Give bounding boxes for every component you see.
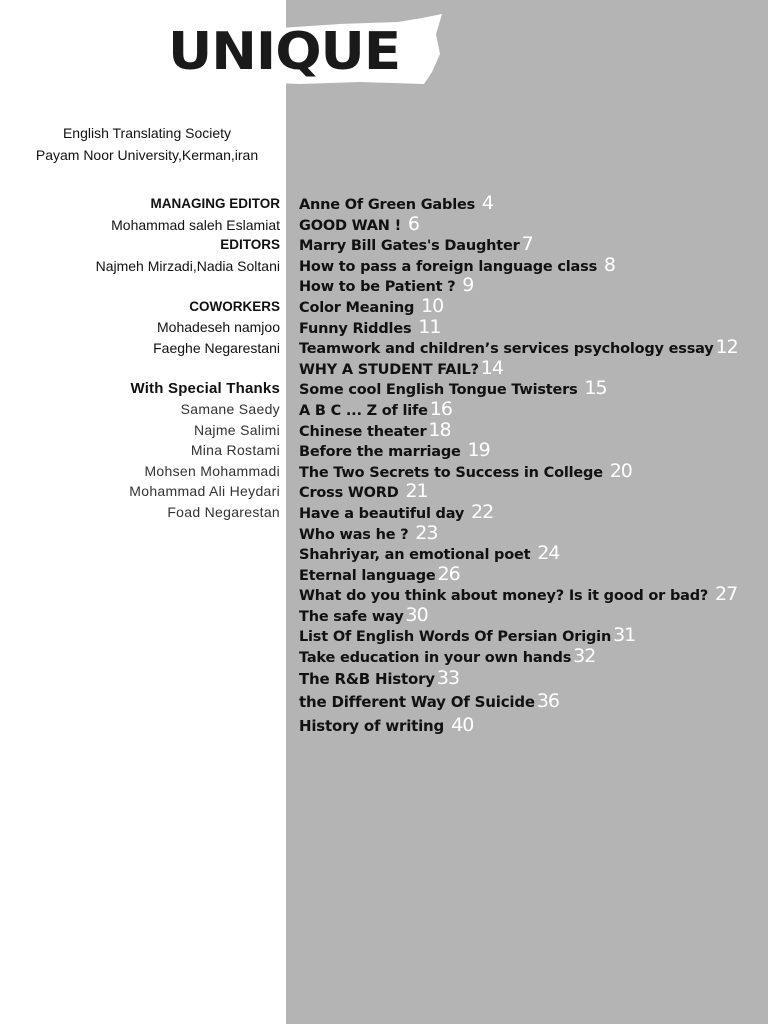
society-name: English Translating Society — [62, 125, 232, 141]
toc-item[interactable] — [299, 337, 765, 358]
toc-page-number: 30 — [405, 603, 428, 626]
special-thanks-label: With Special Thanks — [130, 379, 280, 397]
unique-logo — [160, 14, 445, 86]
thanks-name: Mohsen Mohammadi — [144, 462, 280, 479]
toc-item[interactable] — [299, 605, 765, 626]
toc-title: The safe way — [299, 608, 404, 625]
toc-page-number: 23 — [415, 521, 438, 544]
toc-page-number: 27 — [714, 583, 738, 606]
toc-page-number: 31 — [613, 624, 636, 647]
toc-page-number: 4 — [481, 192, 493, 214]
toc-page-number: 14 — [480, 356, 503, 379]
toc-item[interactable] — [299, 667, 765, 691]
toc-item[interactable] — [299, 584, 765, 605]
toc-title: GOOD WAN ! — [299, 217, 406, 234]
toc-item[interactable] — [299, 399, 765, 420]
toc-page-number: 20 — [609, 459, 632, 482]
toc-title: A B C ... Z of life — [299, 402, 428, 419]
managing-editor-label: MANAGING EDITOR — [150, 196, 280, 211]
toc-item[interactable] — [299, 214, 765, 235]
toc-item[interactable] — [299, 502, 765, 523]
table-of-contents — [299, 193, 765, 737]
toc-page-number: 11 — [418, 315, 441, 338]
toc-item[interactable] — [299, 481, 765, 502]
toc-item[interactable] — [299, 358, 765, 379]
toc-page-number: 36 — [536, 690, 560, 713]
toc-item[interactable] — [299, 420, 765, 441]
thanks-name: Najme Salimi — [193, 421, 280, 438]
toc-title: Chinese theater — [299, 423, 427, 440]
coworker-name: Mohadeseh namjoo — [157, 319, 280, 335]
toc-page-number: 22 — [470, 500, 494, 523]
toc-item[interactable] — [299, 296, 765, 317]
toc-title: What do you think about money? Is it good or bad? — [299, 588, 713, 605]
toc-title: The R&B History — [299, 669, 435, 688]
toc-page-number: 40 — [451, 713, 474, 736]
toc-item[interactable] — [299, 461, 765, 482]
toc-title: Marry Bill Gates's Daughter — [299, 238, 520, 255]
toc-item[interactable] — [299, 234, 765, 255]
toc-page-number: 33 — [436, 666, 460, 689]
toc-page-number: 19 — [467, 439, 490, 462]
thanks-name: Mohammad Ali Heydari — [129, 483, 280, 499]
toc-item[interactable] — [299, 193, 765, 214]
toc-title: Have a beautiful day — [299, 505, 469, 522]
toc-title: Anne Of Green Gables — [299, 197, 480, 213]
toc-item[interactable] — [299, 646, 765, 667]
toc-page-number: 26 — [437, 562, 460, 585]
thanks-name: Samane Saedy — [180, 401, 280, 417]
toc-page-number: 18 — [428, 418, 451, 441]
toc-page-number: 8 — [603, 253, 615, 276]
toc-title: The Two Secrets to Success in College — [299, 464, 608, 481]
logo-text: UNIQUE — [168, 22, 401, 82]
toc-title: How to pass a foreign language class — [299, 258, 602, 275]
toc-item[interactable] — [299, 564, 765, 585]
toc-item[interactable] — [299, 378, 765, 399]
thanks-name: Foad Negarestan — [167, 503, 280, 520]
toc-item[interactable] — [299, 317, 765, 338]
editors-label: EDITORS — [220, 237, 280, 252]
toc-page-number: 12 — [715, 336, 738, 359]
toc-title: List Of English Words Of Persian Origin — [299, 629, 612, 646]
editors-names: Najmeh Mirzadi,Nadia Soltani — [95, 257, 280, 274]
toc-title: History of writing — [299, 716, 450, 735]
coworker-name: Faeghe Negarestani — [153, 339, 280, 356]
toc-item[interactable] — [299, 690, 765, 714]
toc-item[interactable] — [299, 440, 765, 461]
toc-title: Teamwork and children’s services psychology essay — [299, 341, 714, 358]
toc-item[interactable] — [299, 523, 765, 544]
toc-page-number: 10 — [421, 294, 444, 317]
toc-title: Eternal language — [299, 567, 436, 584]
toc-item[interactable] — [299, 275, 765, 296]
toc-title: Shahriyar, an emotional poet — [299, 547, 536, 564]
toc-page-number: 9 — [462, 274, 474, 297]
toc-page-number: 16 — [429, 397, 452, 420]
toc-page-number: 21 — [405, 480, 428, 503]
toc-title: Before the marriage — [299, 444, 466, 461]
toc-item[interactable] — [299, 543, 765, 564]
society-block — [0, 122, 294, 166]
toc-title: WHY A STUDENT FAIL? — [299, 361, 479, 378]
university-name: Payam Noor University,Kerman,iran — [35, 147, 259, 163]
toc-item[interactable] — [299, 625, 765, 646]
thanks-name: Mina Rostami — [190, 442, 280, 458]
toc-title: Funny Riddles — [299, 320, 417, 337]
toc-page-number: 32 — [573, 645, 596, 668]
toc-title: Take education in your own hands — [299, 650, 572, 667]
toc-title: Cross WORD — [299, 485, 404, 502]
toc-page-number: 24 — [537, 542, 560, 565]
toc-title: the Different Way Of Suicide — [299, 693, 535, 712]
toc-title: Who was he ? — [299, 526, 414, 543]
coworkers-label: COWORKERS — [189, 298, 280, 314]
managing-editor-name: Mohammad saleh Eslamiat — [111, 216, 280, 233]
toc-item[interactable] — [299, 255, 765, 276]
toc-title: Some cool English Tongue Twisters — [299, 382, 583, 399]
toc-item[interactable] — [299, 714, 765, 738]
toc-page-number: 15 — [584, 377, 607, 400]
toc-title: Color Meaning — [299, 299, 420, 316]
toc-page-number: 6 — [407, 212, 419, 235]
toc-title: How to be Patient ? — [299, 279, 461, 296]
toc-page-number: 7 — [521, 233, 533, 256]
staff-credits — [0, 194, 280, 522]
